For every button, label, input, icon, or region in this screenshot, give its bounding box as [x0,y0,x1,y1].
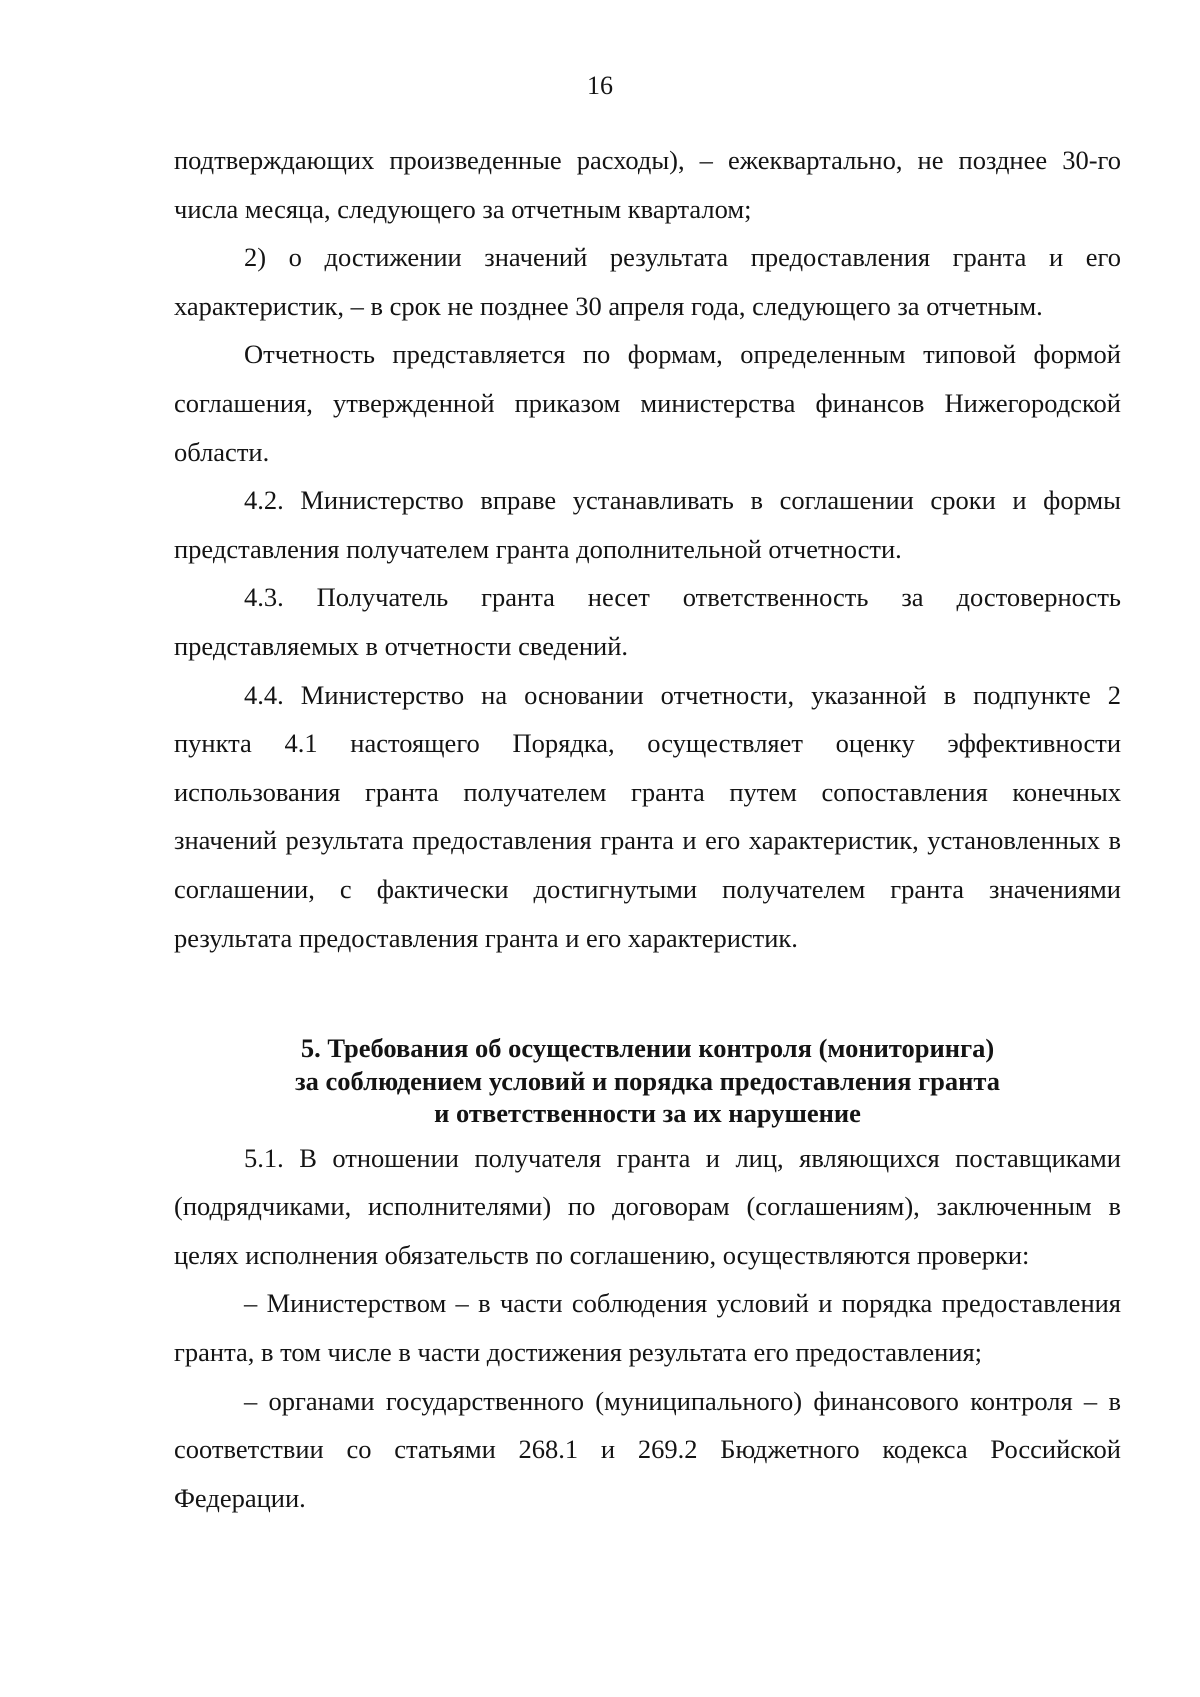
paragraph-5-1: 5.1. В отношении получателя гранта и лиц, являющихся поставщиками (подрядчиками, исполнителями) по договорам (соглашениям), заключенным в целях исполнения обязательств по соглашению, осуществляются проверки: [174,1142,1121,1270]
paragraph-ministry-checks: – Министерством – в части соблюдения условий и порядка предоставления гранта, в том числе в части достижения результата его предоставления; [174,1288,1121,1367]
section-heading-line: и ответственности за их нарушение [434,1098,861,1129]
paragraph-item-2: 2) о достижении значений результата предоставления гранта и его характеристик, – в срок не позднее 30 апреля года, следующего за отчетным. [174,242,1121,321]
paragraph-reporting-forms: Отчетность представляется по формам, определенным типовой формой соглашения, утвержденной приказом министерства финансов Нижегородской области. [174,339,1121,467]
section-5-heading [174,1032,1121,1130]
page-number: 16 [587,71,613,100]
paragraph-continuation: подтверждающих произведенные расходы), – ежеквартально, не позднее 30-го числа месяца, следующего за отчетным кварталом; [174,145,1121,224]
section-heading-line: 5. Требования об осуществлении контроля (мониторинга) [300,1033,995,1064]
paragraph-4-2: 4.2. Министерство вправе устанавливать в соглашении сроки и формы представления получателем гранта дополнительной отчетности. [174,485,1121,564]
paragraph-4-3: 4.3. Получатель гранта несет ответственность за достоверность представляемых в отчетности сведений. [174,582,1121,661]
document-body [174,136,1121,1522]
paragraph-4-4: 4.4. Министерство на основании отчетности, указанной в подпункте 2 пункта 4.1 настоящего Порядка, осуществляет оценку эффективности использования гранта получателем гранта путем сопоставления конечных значений результата предоставления гранта и его характеристик, установленных в соглашении, с фактически достигнутыми получателем гранта значениями результата предоставления гранта и его характеристик. [174,679,1121,953]
section-heading-line: за соблюдением условий и порядка предоставления гранта [294,1065,1001,1096]
paragraph-financial-control: – органами государственного (муниципального) финансового контроля – в соответствии со статьями 268.1 и 269.2 Бюджетного кодекса Российской Федерации. [174,1385,1121,1513]
